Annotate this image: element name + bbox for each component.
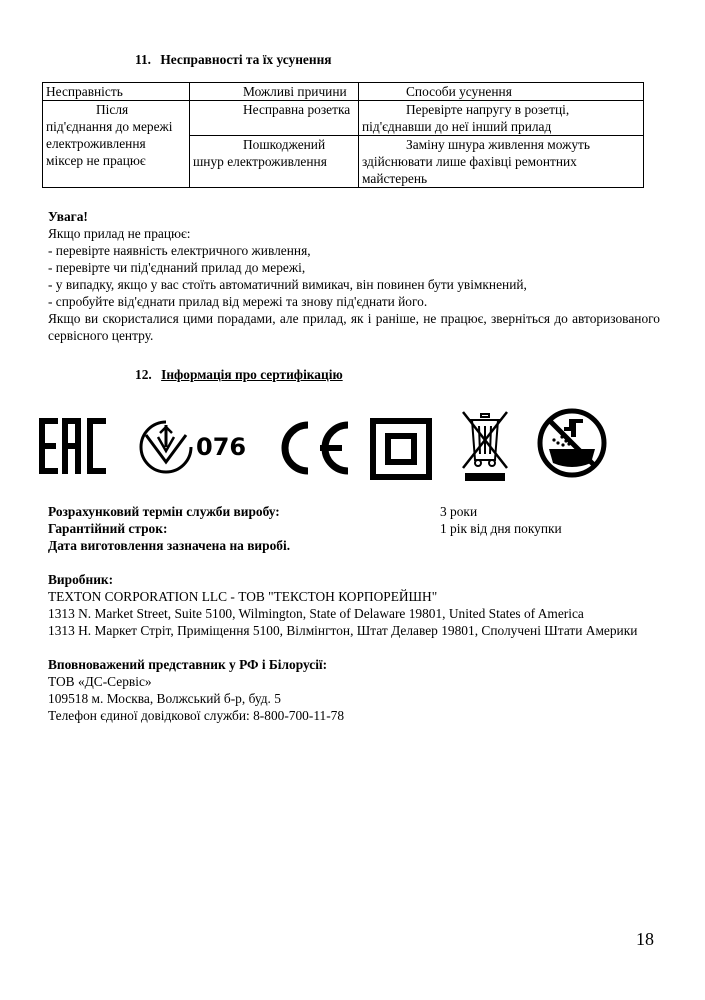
header-causes: Можливі причини — [190, 83, 359, 101]
warning-item: - спробуйте від'єднати прилад від мережі та знову під'єднати його. — [48, 294, 428, 309]
manufacturer-address-ua: 1313 Н. Маркет Стріт, Приміщення 5100, Вілмінгтон, Штат Делавер 19801, Сполучені Штати Америки — [48, 623, 638, 638]
warning-title: Увага! — [48, 209, 88, 224]
cause-cell: Пошкоджений шнур електроживлення — [190, 136, 359, 188]
page-number: 18 — [636, 929, 654, 949]
certification-logos — [36, 405, 616, 485]
table-header-row — [43, 83, 644, 101]
warranty-value: 1 рік від дня покупки — [440, 521, 562, 536]
ce-mark-icon — [272, 419, 352, 477]
section-12-heading — [135, 366, 343, 383]
section-11-number: 11. — [135, 52, 151, 67]
warranty-label: Гарантійний строк: — [48, 521, 168, 536]
warning-outro: Якщо ви скористалися цими порадами, але прилад, як і раніше, не працює, зверніться до авторизованого сервісного центру. — [48, 311, 660, 343]
manufacturer-label: Виробник: — [48, 572, 114, 587]
section-11-title: Несправності та їх усунення — [160, 52, 332, 67]
warning-item: - у випадку, якщо у вас стоїть автоматичний вимикач, він повинен бути увімкнений, — [48, 277, 527, 292]
header-remedies: Способи усунення — [359, 83, 644, 101]
representative-address: 109518 м. Москва, Волжський б-р, буд. 5 — [48, 691, 281, 706]
cause-cell: Несправна розетка — [190, 101, 359, 136]
ua-conformity-code: 076 — [196, 433, 247, 461]
faults-table — [42, 82, 644, 188]
warning-item: - перевірте чи під'єднаний прилад до мережі, — [48, 260, 306, 275]
service-life-label: Розрахунковий термін служби виробу: — [48, 504, 280, 519]
warning-item: - перевірте наявність електричного живлення, — [48, 243, 311, 258]
section-12-number: 12. — [135, 367, 152, 382]
eac-mark-icon — [36, 415, 110, 477]
double-insulation-icon — [369, 417, 433, 481]
remedy-cell: Заміну шнура живлення можуть здійснювати лише фахівці ремонтних майстерень — [359, 136, 644, 188]
section-11-heading — [135, 51, 332, 68]
service-info — [48, 503, 660, 724]
representative-name: ТОВ «ДС-Сервіс» — [48, 674, 152, 689]
service-life-value: 3 роки — [440, 504, 478, 519]
remedy-cell: Перевірте напругу в розетці, під'єднавши до неї інший прилад — [359, 101, 644, 136]
fault-cell: Після під'єднання до мережі електроживлення міксер не працює — [43, 101, 190, 188]
no-water-immersion-icon — [536, 407, 608, 479]
section-12-title: Інформація про сертифікацію — [161, 367, 343, 382]
ua-conformity-mark-icon — [136, 417, 196, 477]
representative-label: Вповноважений представник у РФ і Білорусії: — [48, 657, 328, 672]
header-fault: Несправність — [43, 83, 190, 101]
table-row — [43, 101, 644, 136]
service-life-row — [48, 503, 660, 520]
warranty-row — [48, 520, 660, 537]
manufacturer-name: TEXTON CORPORATION LLC - ТОВ "ТЕКСТОН КОРПОРЕЙШН" — [48, 589, 438, 604]
manufacturer-address-en: 1313 N. Market Street, Suite 5100, Wilmington, State of Delaware 19801, United States of America — [48, 606, 584, 621]
representative-phone: Телефон єдиної довідкової служби: 8-800-700-11-78 — [48, 708, 345, 723]
manufacture-date-note: Дата виготовлення зазначена на виробі. — [48, 538, 291, 553]
warning-block — [48, 208, 660, 344]
warning-intro: Якщо прилад не працює: — [48, 226, 191, 241]
weee-crossed-bin-icon — [455, 410, 515, 482]
